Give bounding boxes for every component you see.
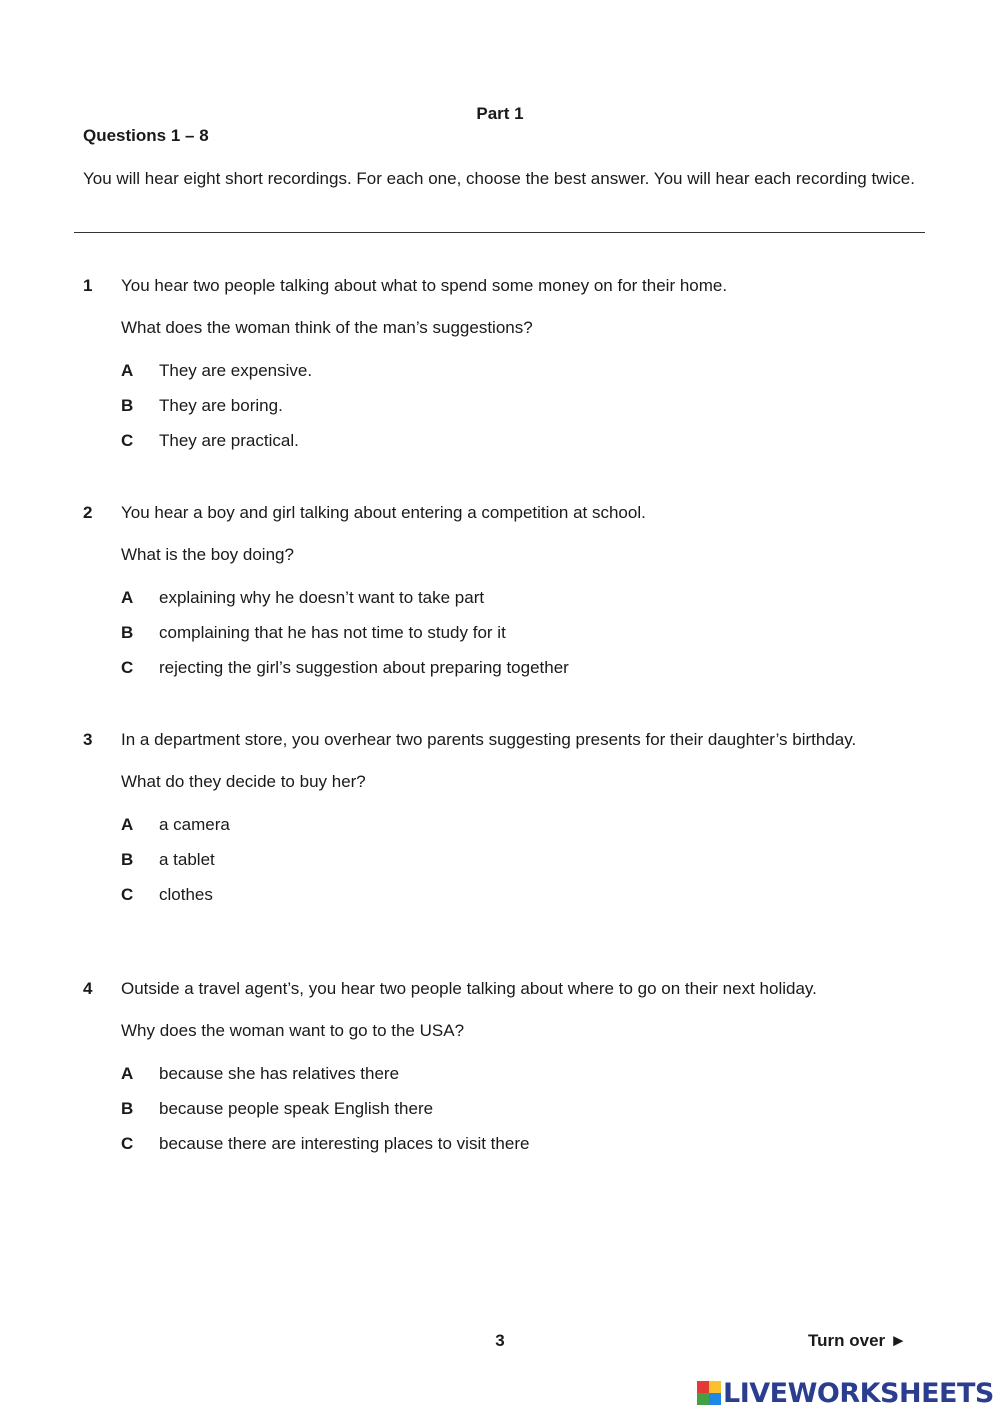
- option-a[interactable]: [83, 360, 913, 381]
- option-b[interactable]: [83, 849, 913, 870]
- option-text: because people speak English there: [159, 1099, 434, 1118]
- question-number: 1: [83, 276, 93, 295]
- logo-square-red: [697, 1381, 709, 1393]
- question-prompt: What does the woman think of the man’s suggestions?: [121, 318, 533, 337]
- option-text: rejecting the girl’s suggestion about preparing together: [159, 658, 569, 677]
- option-text: complaining that he has not time to study for it: [159, 623, 506, 642]
- option-letter: C: [121, 658, 134, 677]
- option-a[interactable]: [83, 587, 913, 608]
- option-text: a camera: [159, 815, 230, 834]
- question-prompt: Why does the woman want to go to the USA?: [121, 1021, 465, 1040]
- question-prompt: What is the boy doing?: [121, 545, 294, 564]
- page-number: 3: [495, 1331, 505, 1350]
- divider: [74, 232, 925, 233]
- liveworksheets-logo-icon: [697, 1381, 721, 1405]
- option-c[interactable]: [83, 430, 913, 451]
- option-letter: C: [121, 885, 134, 904]
- option-letter: B: [121, 623, 134, 642]
- option-c[interactable]: [83, 884, 913, 905]
- question-prompt: What do they decide to buy her?: [121, 772, 366, 791]
- question-3: [83, 729, 913, 919]
- option-text: clothes: [159, 885, 213, 904]
- question-1: [83, 275, 913, 465]
- option-text: because she has relatives there: [159, 1064, 400, 1083]
- option-letter: C: [121, 431, 134, 450]
- option-text: a tablet: [159, 850, 215, 869]
- question-context: You hear two people talking about what to spend some money on for their home.: [121, 276, 728, 295]
- part-title: Part 1: [476, 104, 524, 123]
- liveworksheets-logo: [697, 1378, 994, 1408]
- logo-square-yellow: [709, 1381, 721, 1393]
- option-letter: A: [121, 1064, 134, 1083]
- option-b[interactable]: [83, 622, 913, 643]
- option-text: because there are interesting places to visit there: [159, 1134, 530, 1153]
- option-a[interactable]: [83, 814, 913, 835]
- logo-square-blue: [709, 1393, 721, 1405]
- option-text: They are practical.: [159, 431, 299, 450]
- option-letter: B: [121, 850, 134, 869]
- option-letter: C: [121, 1134, 134, 1153]
- question-range: Questions 1 – 8: [83, 126, 209, 145]
- option-letter: A: [121, 815, 134, 834]
- option-c[interactable]: [83, 657, 913, 678]
- option-letter: A: [121, 588, 134, 607]
- question-4: [83, 978, 913, 1168]
- question-context: You hear a boy and girl talking about entering a competition at school.: [121, 503, 646, 522]
- option-a[interactable]: [83, 1063, 913, 1084]
- option-text: explaining why he doesn’t want to take part: [159, 588, 485, 607]
- question-number: 2: [83, 503, 93, 522]
- option-letter: B: [121, 1099, 134, 1118]
- question-number: 3: [83, 730, 93, 749]
- option-c[interactable]: [83, 1133, 913, 1154]
- option-b[interactable]: [83, 395, 913, 416]
- logo-square-green: [697, 1393, 709, 1405]
- question-context: Outside a travel agent’s, you hear two people talking about where to go on their next holiday.: [121, 979, 817, 998]
- option-letter: B: [121, 396, 134, 415]
- turn-over-label: Turn over ►: [808, 1331, 907, 1350]
- option-text: They are boring.: [159, 396, 283, 415]
- question-context: In a department store, you overhear two parents suggesting presents for their daughter’s birthday.: [121, 730, 857, 749]
- question-2: [83, 502, 913, 692]
- option-letter: A: [121, 361, 134, 380]
- instructions: You will hear eight short recordings. For each one, choose the best answer. You will hear each recording twice.: [83, 169, 915, 188]
- option-text: They are expensive.: [159, 361, 313, 380]
- option-b[interactable]: [83, 1098, 913, 1119]
- question-number: 4: [83, 979, 93, 998]
- logo-text: LIVEWORKSHEETS: [723, 1377, 994, 1409]
